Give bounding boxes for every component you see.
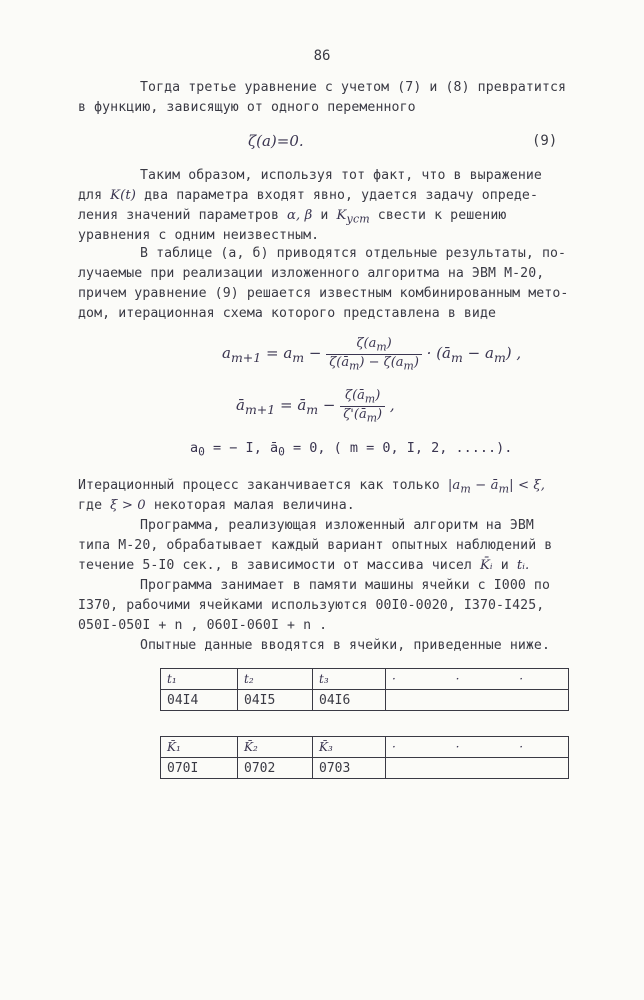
p1-line1: Тогда третье уравнение с учетом (7) и (8) превратится [140,80,567,95]
table-cell: K̄₂ [238,737,313,758]
table-cell: t₂ [238,669,313,690]
p5-line1: Программа, реализующая изложенный алгоритм на ЭВМ [140,518,534,533]
table-cell: · · · [386,669,569,690]
table-cell [386,690,569,711]
table-cell: 070I [161,758,238,779]
k-of-t-symbol: K(t) [110,188,137,203]
table-cell: 0703 [313,758,386,779]
p1-line2: в функцию, зависящую от одного переменного [78,100,416,115]
p2-line3: ления значений параметров α, β и $K_{уст}$ свести к решению [78,208,507,226]
p3-line4: дом, итерационная схема которого представлена в виде [78,306,497,321]
p5-line2: типа М-20, обрабатывает каждый вариант опытных наблюдений в [78,538,553,553]
p3-line2: лучаемые при реализации изложенного алгоритма на ЭВМ М-20, [78,266,545,281]
table-cell: K̄₁ [161,737,238,758]
p4-line2: где ξ > 0 некоторая малая величина. [78,498,355,513]
table-cell: t₃ [313,669,386,690]
p5-line3: течение 5-I0 сек., в зависимости от массива чисел K̄ᵢ и tᵢ. [78,558,530,573]
table-cell: 04I6 [313,690,386,711]
table-cell [386,758,569,779]
p6-line1: Программа занимает в памяти машины ячейки с I000 по [140,578,551,593]
iteration-init: $a_0$ = − I, $ā_0 = 0$, ( m = 0, I, 2, .....). [190,440,513,459]
p2-line2: для K(t) два параметра входят явно, удается задачу опреде- [78,188,538,203]
table-row [161,758,569,779]
table-cell: 0702 [238,758,313,779]
table-row [161,690,569,711]
table-cell: t₁ [161,669,238,690]
table-cell: K̄₃ [313,737,386,758]
k-ust-symbol: $K_{уст}$ [336,208,370,226]
fraction-1: $\frac{\zeta(a_m)}{\zeta(ā_m) - \zeta(a_m)}$ [326,336,422,372]
p6-line2: I370, рабочими ячейками используются 00I0-0020, I370-I425, [78,598,545,613]
page-number: 86 [313,48,331,64]
table-row [161,669,569,690]
memory-table-t [160,668,569,711]
alpha-beta-symbols: α, β [287,208,313,223]
p2-line1: Таким образом, используя тот факт, что в выражение [140,168,542,183]
p2-line4: уравнения с одним неизвестным. [78,228,320,243]
p3-line3: причем уравнение (9) решается известным комбинированным мето- [78,286,569,301]
table-cell: 04I4 [161,690,238,711]
equation-9: ζ(a)=0. [248,132,304,150]
fraction-2: $\frac{\zeta(ā_m)}{\zeta'(ā_m)}$ [340,388,385,424]
iteration-formula-2: $ā_{m+1}$ = $ā_m$ − $\frac{\zeta(ā_m)}{\zeta'(ā_m)}$ , [236,388,395,425]
equation-9-number: (9) [532,133,558,149]
memory-table-k [160,736,569,779]
table-cell: 04I5 [238,690,313,711]
p7-line1: Опытные данные вводятся в ячейки, приведенные ниже. [140,638,551,653]
p4-line1: Итерационный процесс заканчивается как только $|a_m$ − $ā_m| < \xi$, [78,478,546,496]
table-row [161,737,569,758]
iteration-formula-1: $a_{m+1} = a_m$ − $\frac{\zeta(a_m)}{\zeta(ā_m) - \zeta(a_m)}$ · $(ā_m - a_m)$ , [222,336,522,373]
p6-line3: 050I-050I + n , 060I-060I + n . [78,618,328,633]
table-cell: · · · [386,737,569,758]
p3-line1: В таблице (а, б) приводятся отдельные результаты, по- [140,246,567,261]
